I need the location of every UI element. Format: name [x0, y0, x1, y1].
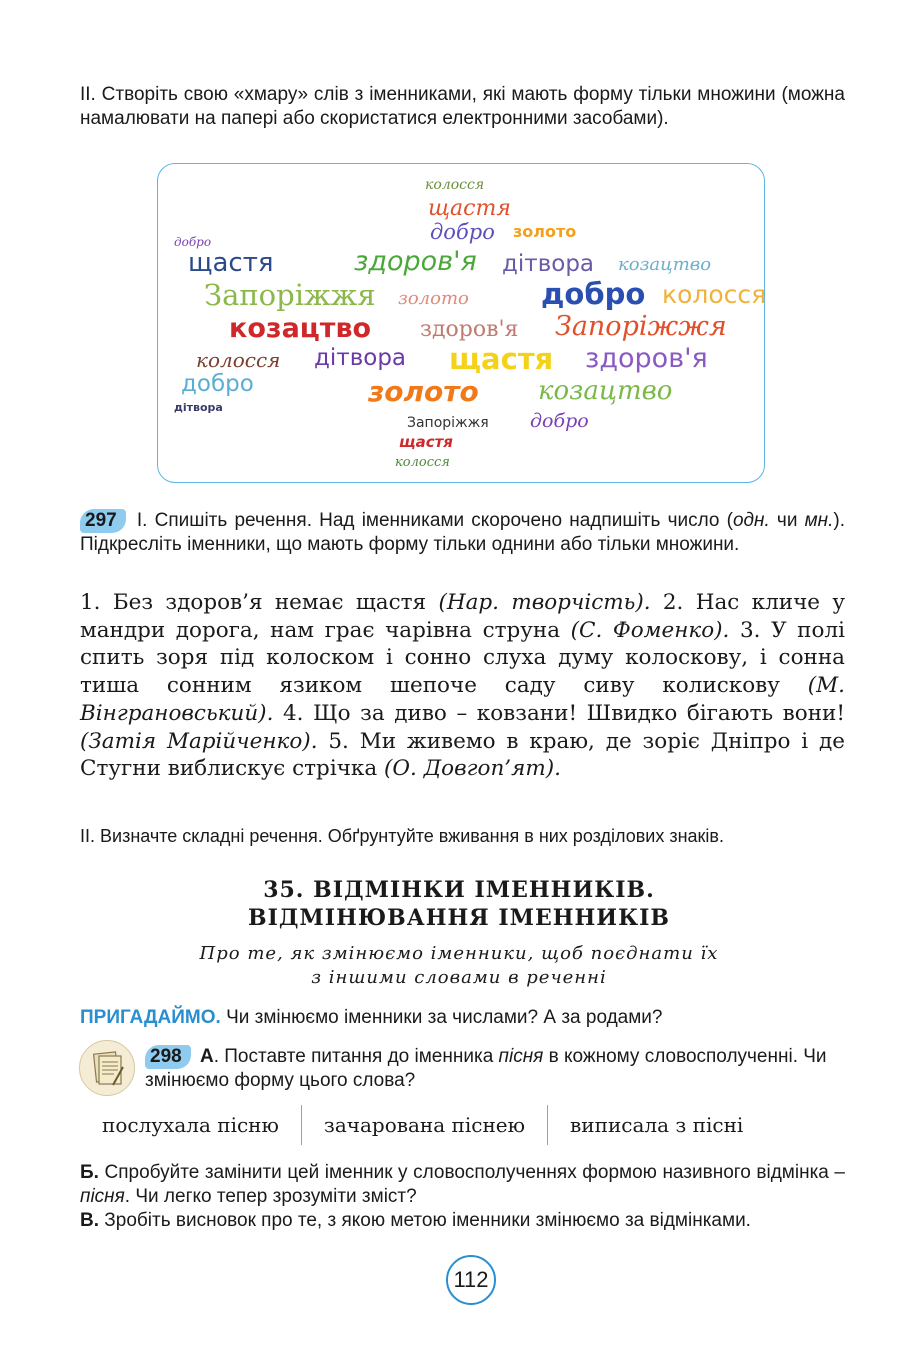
instruction-text: чи	[769, 510, 805, 531]
subtitle-line: Про те, як змінюємо іменники, щоб поєднати їх	[199, 943, 719, 964]
word-cloud	[157, 163, 765, 483]
cloud-word: колосся	[395, 455, 450, 470]
cloud-word: дітвора	[502, 251, 595, 277]
cloud-word: щастя	[428, 196, 511, 221]
sentence-text: 4. Що за диво – ковзани! Швидко бігають вони!	[273, 700, 845, 726]
cloud-word: Запоріжжя	[204, 278, 376, 312]
cloud-word: козацтво	[229, 313, 372, 344]
cloud-word: здоров'я	[354, 246, 477, 277]
exercise-297-sentences	[80, 589, 845, 783]
exercise-number-badge: 298	[145, 1045, 191, 1069]
cloud-word: дітвора	[174, 401, 223, 414]
exercise-298-instructions	[145, 1045, 845, 1093]
recall-label: ПРИГАДАЙМО.	[80, 1007, 221, 1028]
recall-prompt	[80, 1006, 845, 1030]
instruction-text: ). Підкресліть іменники, що мають форму тільки однини або тільки множини.	[80, 510, 845, 555]
cloud-word: щастя	[449, 342, 554, 376]
abbr-plural: мн.	[804, 510, 834, 531]
cloud-word: Запоріжжя	[555, 311, 727, 342]
exercise-number-badge: 297	[80, 509, 126, 533]
task-letter: Б.	[80, 1162, 99, 1183]
instruction-text: Зробіть висновок про те, з якою метою іменники змінюємо за відмінками.	[99, 1210, 751, 1231]
cloud-word: щастя	[399, 433, 453, 451]
cloud-word: козацтво	[538, 376, 673, 406]
cloud-word: здоров'я	[420, 317, 519, 342]
cloud-word: здоров'я	[585, 343, 708, 374]
cloud-word: добро	[530, 410, 589, 432]
exercise-296-task-2: II. Створіть свою «хмару» слів з іменниками, які мають форму тільки множини (можна намалювати на папері або скористатися електронними засобами).	[80, 84, 845, 129]
section-heading	[0, 876, 918, 932]
cloud-word: добро	[541, 277, 646, 311]
subtitle-line: з іншими словами в реченні	[311, 967, 607, 988]
cloud-word: колосся	[662, 280, 767, 309]
cloud-word: колосся	[196, 348, 281, 372]
cloud-word: золото	[398, 288, 469, 309]
sentence-text: 1. Без здоров’я немає щастя	[80, 590, 439, 615]
recall-text: Чи змінюємо іменники за числами? А за родами?	[220, 1007, 663, 1028]
section-subtitle	[0, 942, 918, 990]
abbr-singular: одн.	[732, 510, 770, 531]
sentence-text: 2. Нас кличе у мандри дорога, нам грає чарівна струна	[80, 590, 845, 643]
heading-line: ВІДМІНЮВАННЯ ІМЕННИКІВ	[247, 905, 670, 931]
sentence-source: (С. Фоменко).	[570, 617, 730, 643]
cloud-word: золото	[513, 222, 577, 241]
exercise-297-task-2: II. Визначте складні речення. Обґрунтуйте вживання в них розділових знаків.	[80, 826, 724, 846]
cloud-word: добро	[430, 220, 495, 244]
cloud-word: козацтво	[618, 254, 712, 275]
heading-line: 35. ВІДМІНКИ ІМЕННИКІВ.	[263, 877, 655, 903]
task-letter: А	[199, 1046, 214, 1067]
notebook-icon	[79, 1040, 135, 1096]
sentence-text: 5. Ми живемо в краю, де зоріє Дніпро і де Стугни виблискує стрічка	[80, 728, 845, 782]
sentence-source: (О. Довгоп’ят).	[384, 756, 561, 782]
cloud-word: щастя	[188, 248, 274, 278]
target-word: пісня	[80, 1186, 125, 1207]
target-word: пісня	[498, 1046, 544, 1067]
sentence-source: (М. Вінграновський).	[80, 673, 845, 726]
cloud-word: добро	[174, 235, 212, 249]
cloud-word: дітвора	[314, 345, 407, 371]
exercise-298-task-v	[80, 1209, 845, 1233]
cloud-word: золото	[368, 375, 479, 408]
exercise-297-instructions	[80, 509, 845, 557]
cloud-word: добро	[181, 371, 254, 397]
cloud-word: Запоріжжя	[407, 415, 489, 431]
sentence-source: (Нар. творчість).	[438, 590, 651, 615]
phrase-item: послухала пісню	[102, 1113, 279, 1137]
phrase-row	[80, 1104, 845, 1146]
sentence-text: 3. У полі спить зоря під колоском і сонно слуха думу колоскову, і сонна тиша сонним язиком шепоче саду сиву колискову	[80, 617, 845, 699]
phrase-item: зачарована піснею	[301, 1105, 547, 1145]
instruction-text: I. Спишіть речення. Над іменниками скорочено надпишіть число (	[129, 510, 733, 531]
sentence-source: (Затія Марійченко).	[80, 728, 318, 754]
instruction-text: Спробуйте замінити цей іменник у словосполученнях формою називного відмінка –	[98, 1162, 845, 1183]
instruction-text: . Чи легко тепер зрозуміти зміст?	[124, 1186, 417, 1207]
page-number: 112	[446, 1255, 496, 1305]
instruction-text: . Поставте питання до іменника	[213, 1046, 499, 1067]
exercise-298-task-b	[80, 1161, 845, 1209]
phrase-item: виписала з пісні	[547, 1105, 765, 1145]
task-letter: В.	[80, 1210, 99, 1231]
cloud-word: колосся	[425, 177, 485, 193]
instruction-text: в кожному словосполученні. Чи змінюємо форму цього слова?	[145, 1046, 827, 1091]
